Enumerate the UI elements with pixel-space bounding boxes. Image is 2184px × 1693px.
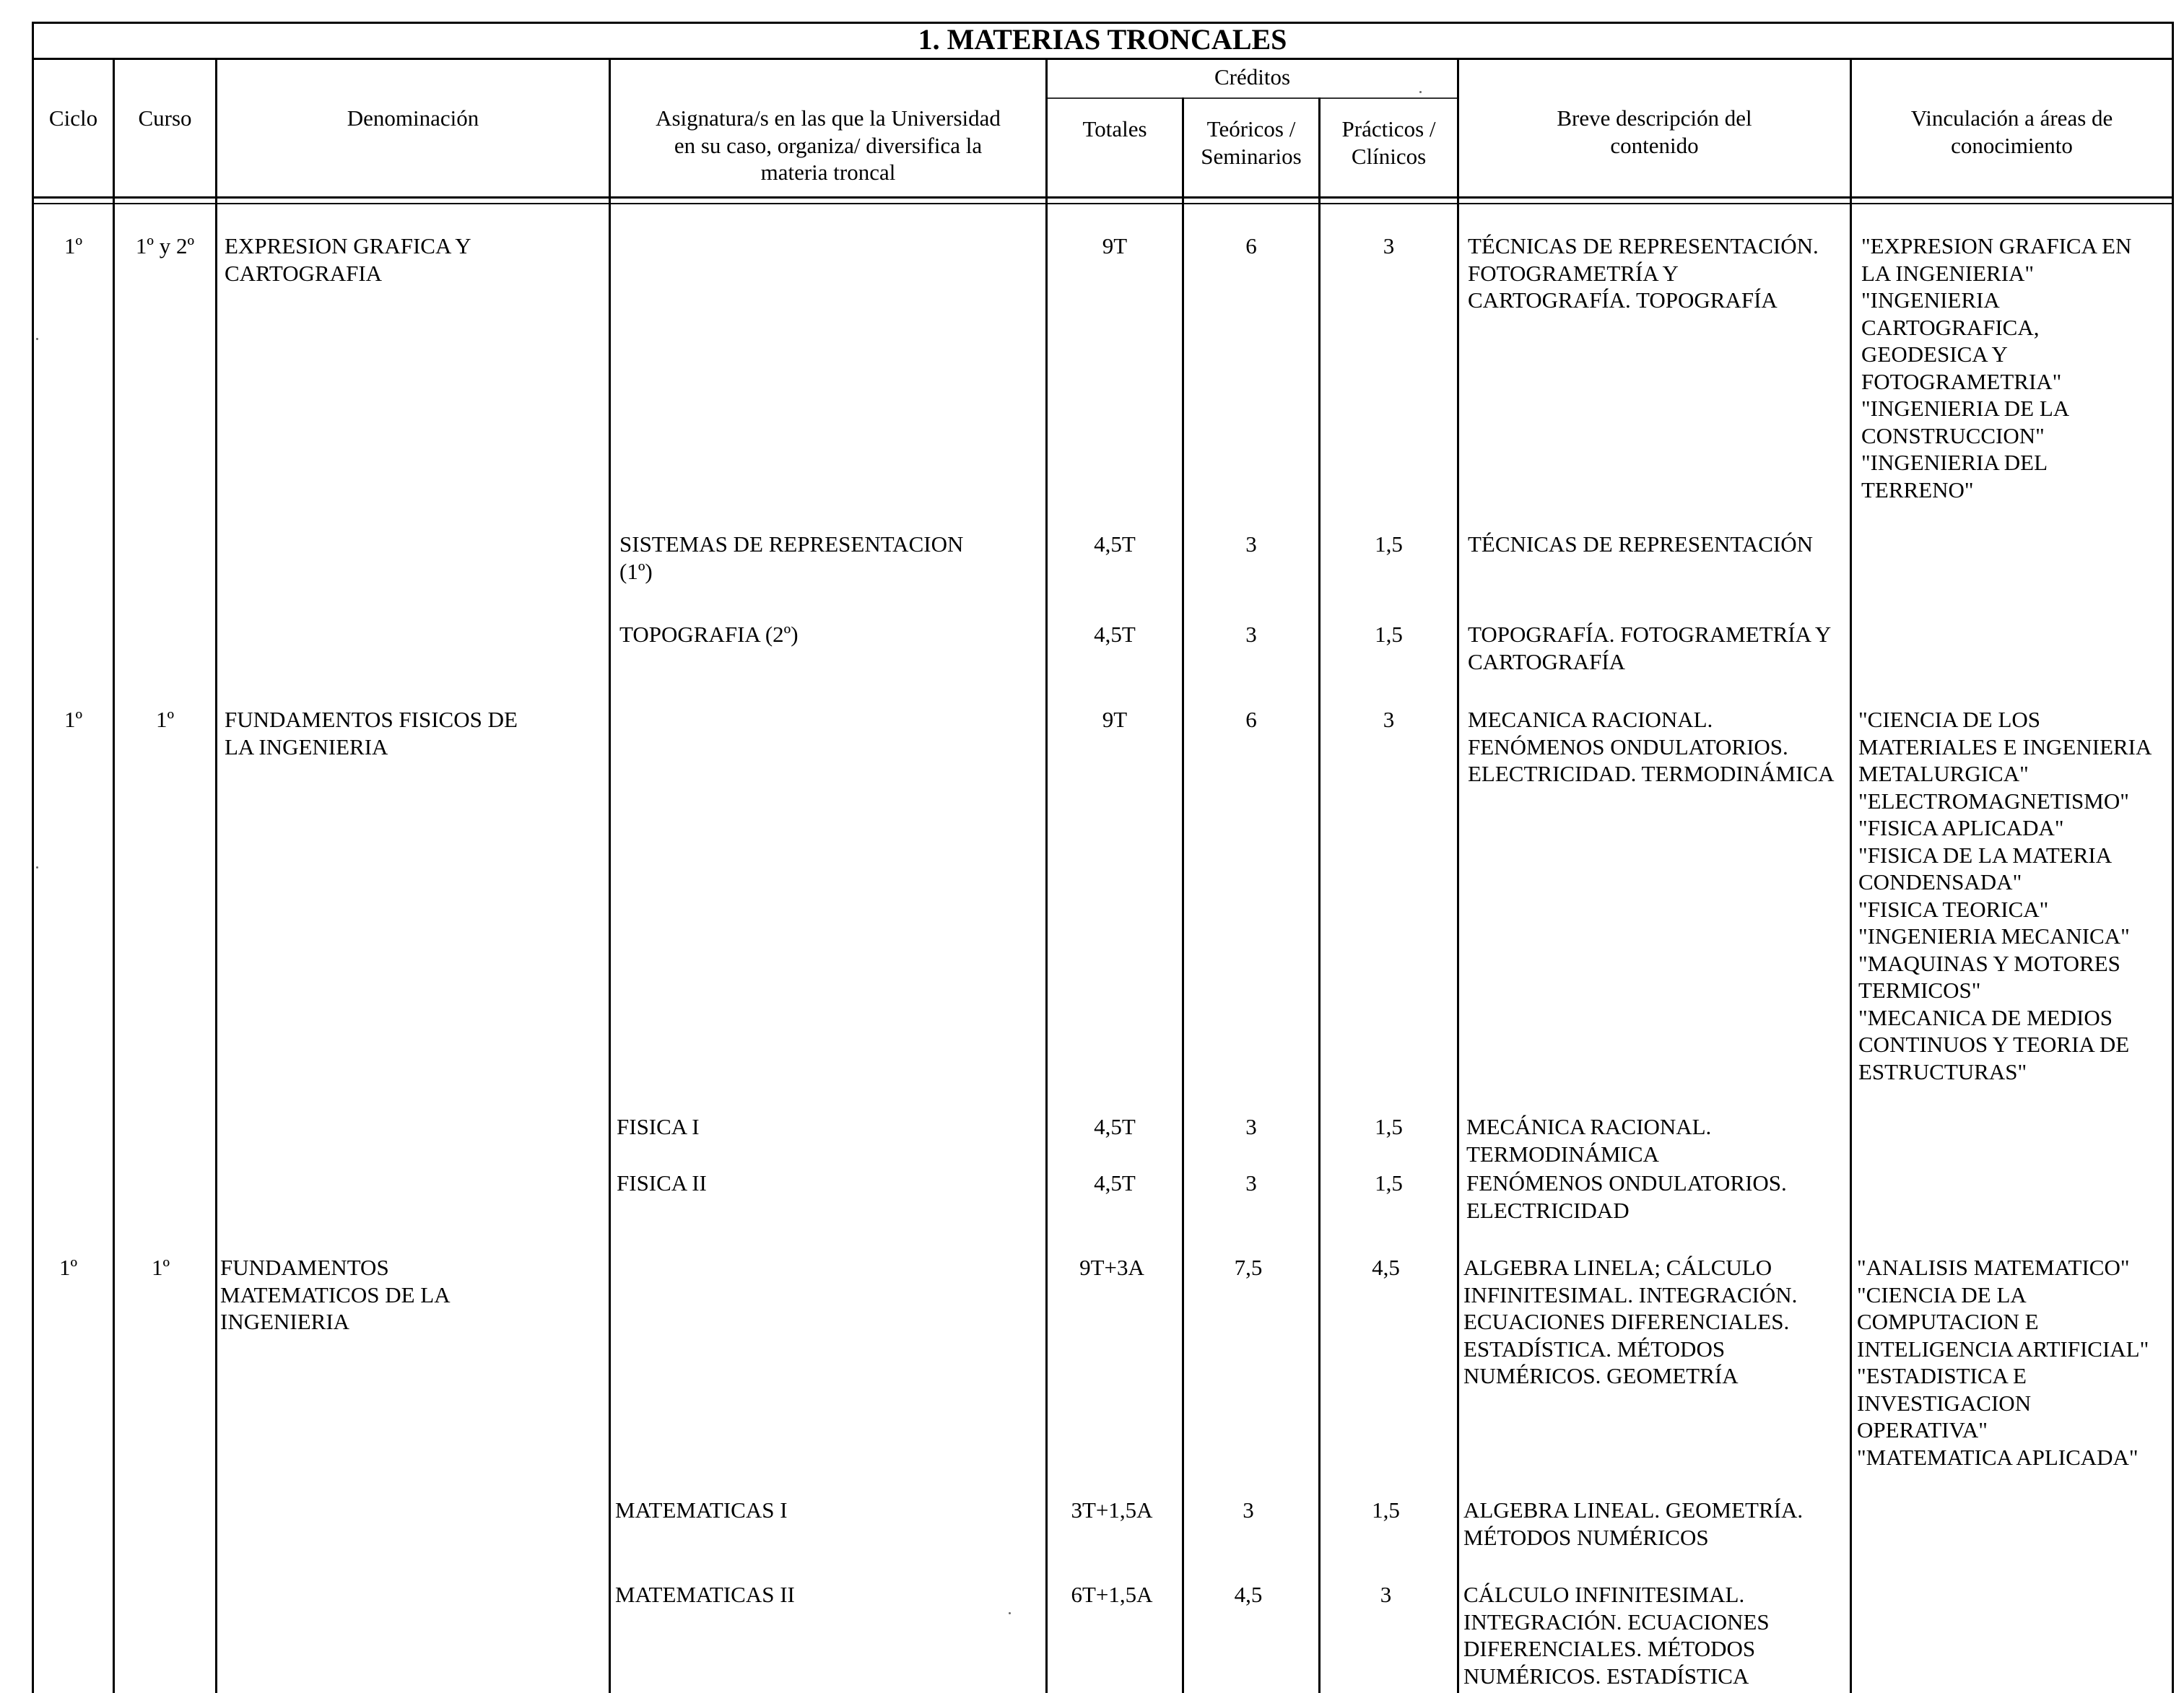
row8-teoricos: 4,5 bbox=[1234, 1582, 1263, 1607]
row5-practicos: 1,5 bbox=[1375, 1170, 1403, 1196]
row4-totales: 4,5T bbox=[1094, 1114, 1136, 1139]
row6-practicos: 4,5 bbox=[1372, 1255, 1400, 1280]
creditos-divider bbox=[1047, 97, 1458, 99]
table-title: 1. MATERIAS TRONCALES bbox=[918, 23, 1287, 56]
row4-practicos: 1,5 bbox=[1375, 1114, 1403, 1139]
row2-practicos: 1,5 bbox=[1375, 622, 1403, 647]
header-descripcion: Breve descripción del contenido bbox=[1557, 105, 1752, 158]
row0-teoricos: 6 bbox=[1245, 233, 1257, 258]
row6-ciclo: 1º bbox=[58, 1255, 78, 1280]
row5-descripcion: FENÓMENOS ONDULATORIOS. ELECTRICIDAD bbox=[1466, 1170, 1787, 1223]
header-asignatura: Asignatura/s en las que la Universidad en su caso, organiza/ diversifica la materia troncal bbox=[656, 105, 1001, 185]
col-divider-descripcion bbox=[1850, 58, 1852, 1693]
table-right-border bbox=[2172, 22, 2174, 1693]
row0-practicos: 3 bbox=[1383, 233, 1395, 258]
row0-vinculacion: "EXPRESION GRAFICA EN LA INGENIERIA" "INGENIERIA CARTOGRAFICA, GEODESICA Y FOTOGRAMETRIA" "INGENIERIA DE LA CONSTRUCCION" "INGENIERIA DEL TERRENO" bbox=[1861, 233, 2132, 502]
row4-asignatura: FISICA I bbox=[617, 1114, 700, 1139]
row2-totales: 4,5T bbox=[1094, 622, 1136, 647]
row7-totales: 3T+1,5A bbox=[1071, 1497, 1153, 1523]
row1-asignatura: SISTEMAS DE REPRESENTACION (1º) bbox=[619, 531, 964, 584]
row1-descripcion: TÉCNICAS DE REPRESENTACIÓN bbox=[1468, 531, 1814, 557]
row0-descripcion: TÉCNICAS DE REPRESENTACIÓN. FOTOGRAMETRÍA Y CARTOGRAFÍA. TOPOGRAFÍA bbox=[1468, 233, 1819, 313]
row3-practicos: 3 bbox=[1383, 707, 1395, 732]
row8-descripcion: CÁLCULO INFINITESIMAL. INTEGRACIÓN. ECUACIONES DIFERENCIALES. MÉTODOS NUMÉRICOS. ESTADÍSTICA bbox=[1463, 1582, 1770, 1689]
scan-speck bbox=[1419, 91, 1422, 93]
col-divider-denominacion bbox=[609, 58, 611, 1693]
row4-teoricos: 3 bbox=[1245, 1114, 1257, 1139]
row8-totales: 6T+1,5A bbox=[1071, 1582, 1153, 1607]
header-denominacion: Denominación bbox=[347, 105, 479, 131]
row7-practicos: 1,5 bbox=[1372, 1497, 1400, 1523]
row1-totales: 4,5T bbox=[1094, 531, 1136, 557]
row1-teoricos: 3 bbox=[1245, 531, 1257, 557]
row8-practicos: 3 bbox=[1380, 1582, 1392, 1607]
row3-ciclo: 1º bbox=[64, 707, 83, 732]
row8-asignatura: MATEMATICAS II bbox=[615, 1582, 795, 1607]
row0-ciclo: 1º bbox=[64, 233, 83, 258]
row3-descripcion: MECANICA RACIONAL. FENÓMENOS ONDULATORIOS. ELECTRICIDAD. TERMODINÁMICA bbox=[1468, 707, 1835, 786]
row5-teoricos: 3 bbox=[1245, 1170, 1257, 1196]
row0-totales: 9T bbox=[1102, 233, 1128, 258]
row6-vinculacion: "ANALISIS MATEMATICO" "CIENCIA DE LA COMPUTACION E INTELIGENCIA ARTIFICIAL" "ESTADISTICA E INVESTIGACION OPERATIVA" "MATEMATICA APLICADA" bbox=[1857, 1255, 2149, 1470]
col-divider-asignatura bbox=[1045, 58, 1048, 1693]
row6-denominacion: FUNDAMENTOS MATEMATICOS DE LA INGENIERIA bbox=[220, 1255, 451, 1334]
row2-teoricos: 3 bbox=[1245, 622, 1257, 647]
header-teoricos: Teóricos / Seminarios bbox=[1201, 116, 1302, 169]
row6-totales: 9T+3A bbox=[1079, 1255, 1144, 1280]
title-bottom-border bbox=[32, 58, 2173, 60]
col-divider-curso bbox=[215, 58, 217, 1693]
col-divider-teoricos bbox=[1318, 97, 1321, 1693]
header-totales: Totales bbox=[1082, 116, 1147, 142]
row3-totales: 9T bbox=[1102, 707, 1128, 732]
row5-totales: 4,5T bbox=[1094, 1170, 1136, 1196]
header-practicos: Prácticos / Clínicos bbox=[1341, 116, 1436, 169]
row3-vinculacion: "CIENCIA DE LOS MATERIALES E INGENIERIA METALURGICA" "ELECTROMAGNETISMO" "FISICA APLICADA" "FISICA DE LA MATERIA CONDENSADA" "FISICA TEORICA" "INGENIERIA MECANICA" "MAQUINAS Y MOTORES TERMICOS" "MECANICA DE MEDIOS CONTINUOS Y TEORIA DE ESTRUCTURAS" bbox=[1858, 707, 2152, 1084]
row7-asignatura: MATEMATICAS I bbox=[615, 1497, 788, 1523]
row3-denominacion: FUNDAMENTOS FISICOS DE LA INGENIERIA bbox=[225, 707, 518, 760]
header-bottom-border bbox=[32, 196, 2173, 199]
row2-descripcion: TOPOGRAFÍA. FOTOGRAMETRÍA Y CARTOGRAFÍA bbox=[1468, 622, 1832, 674]
row6-teoricos: 7,5 bbox=[1234, 1255, 1263, 1280]
row1-practicos: 1,5 bbox=[1375, 531, 1403, 557]
scan-speck bbox=[36, 866, 38, 869]
header-vinculacion: Vinculación a áreas de conocimiento bbox=[1910, 105, 2113, 158]
scan-speck bbox=[1009, 1612, 1011, 1614]
col-divider-totales bbox=[1182, 97, 1184, 1693]
header-ciclo: Ciclo bbox=[48, 105, 98, 131]
header-curso: Curso bbox=[138, 105, 192, 131]
col-divider-practicos bbox=[1457, 58, 1459, 1693]
row3-teoricos: 6 bbox=[1245, 707, 1257, 732]
row6-curso: 1º bbox=[151, 1255, 170, 1280]
scan-speck bbox=[36, 338, 38, 340]
col-divider-ciclo bbox=[113, 58, 115, 1693]
row5-asignatura: FISICA II bbox=[617, 1170, 707, 1196]
row3-curso: 1º bbox=[155, 707, 175, 732]
row7-descripcion: ALGEBRA LINEAL. GEOMETRÍA. MÉTODOS NUMÉRICOS bbox=[1463, 1497, 1804, 1550]
header-double-border bbox=[32, 203, 2173, 204]
header-creditos: Créditos bbox=[1214, 64, 1291, 90]
row2-asignatura: TOPOGRAFIA (2º) bbox=[619, 622, 799, 647]
row0-curso: 1º y 2º bbox=[135, 233, 195, 258]
row0-denominacion: EXPRESION GRAFICA Y CARTOGRAFIA bbox=[225, 233, 471, 286]
row4-descripcion: MECÁNICA RACIONAL. TERMODINÁMICA bbox=[1466, 1114, 1712, 1167]
table-left-border bbox=[32, 22, 34, 1693]
row7-teoricos: 3 bbox=[1243, 1497, 1254, 1523]
row6-descripcion: ALGEBRA LINELA; CÁLCULO INFINITESIMAL. INTEGRACIÓN. ECUACIONES DIFERENCIALES. ESTADÍSTICA. MÉTODOS NUMÉRICOS. GEOMETRÍA bbox=[1463, 1255, 1798, 1388]
